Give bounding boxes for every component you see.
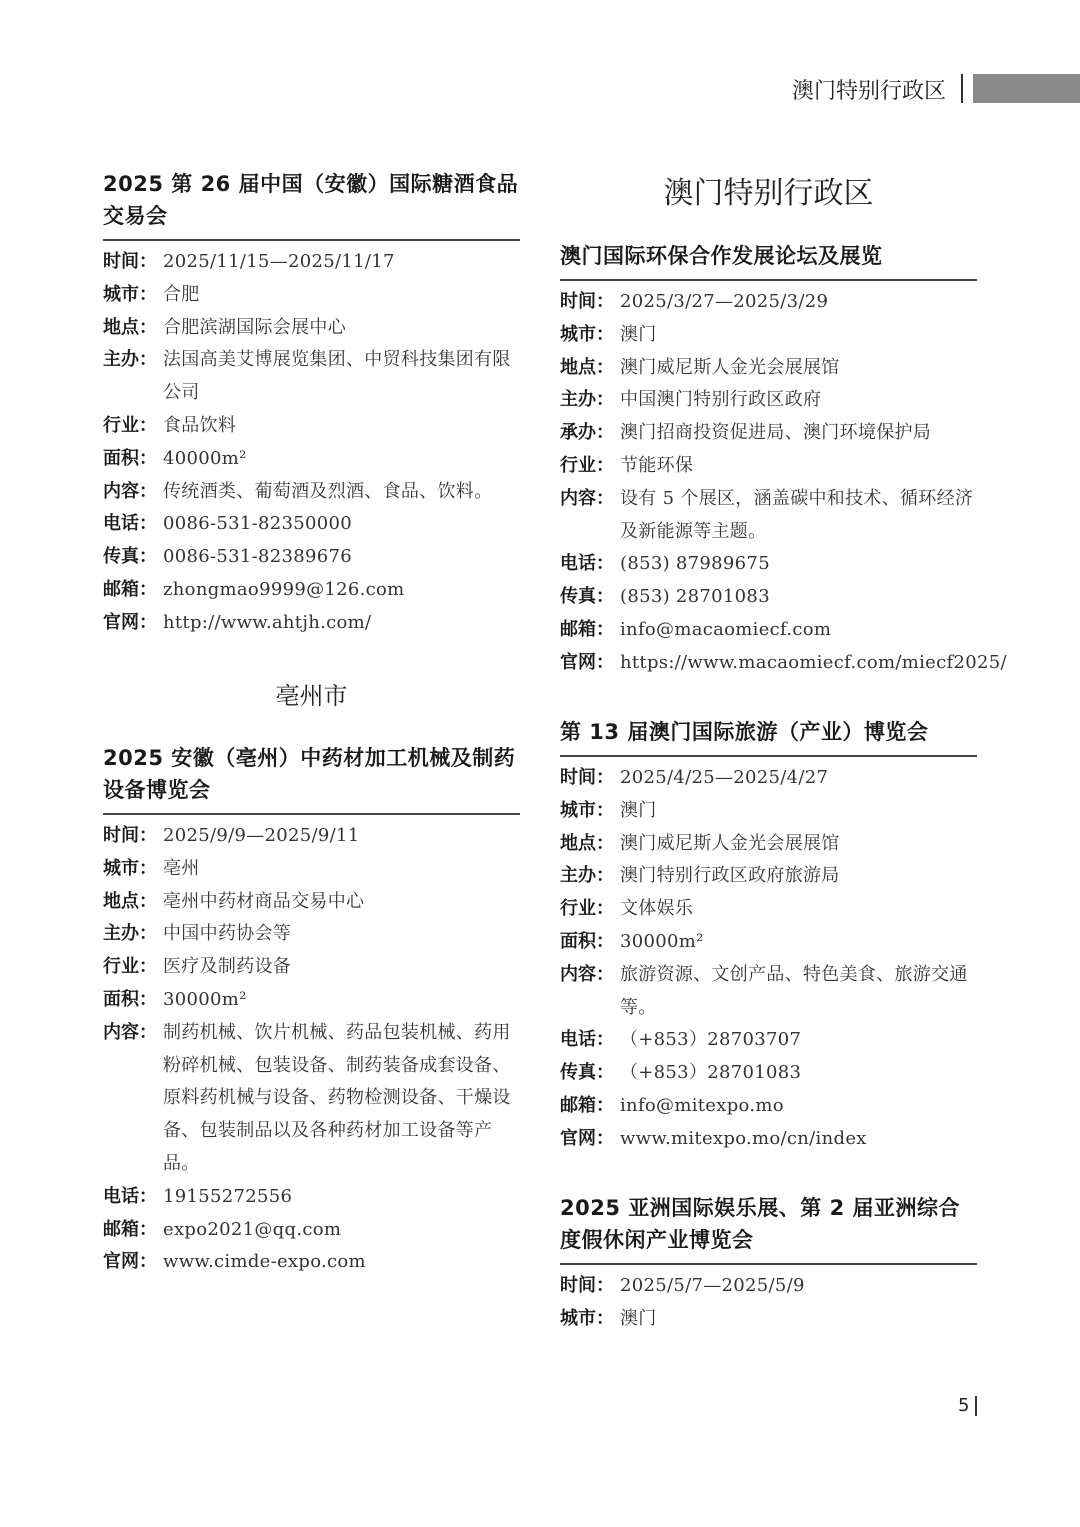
detail-label: 面积： xyxy=(560,930,614,952)
detail-row xyxy=(560,926,977,959)
detail-row xyxy=(103,344,520,410)
detail-value: 澳门 xyxy=(620,799,657,821)
detail-label: 时间： xyxy=(560,1275,614,1296)
detail-value: www.mitexpo.mo/cn/index xyxy=(620,1127,867,1149)
detail-label: 传真： xyxy=(103,546,157,568)
detail-label: 官网： xyxy=(560,651,614,673)
detail-label: 城市： xyxy=(560,323,614,345)
detail-label: 城市： xyxy=(560,799,614,821)
detail-value: www.cimde-expo.com xyxy=(163,1251,366,1273)
detail-row xyxy=(103,443,520,476)
event-title: 2025 安徽（亳州）中药材加工机械及制药设备博览会 xyxy=(103,742,520,815)
detail-label: 电话： xyxy=(560,1029,614,1051)
detail-value: 澳门 xyxy=(620,323,657,345)
detail-label: 时间： xyxy=(560,767,614,788)
detail-label: 城市： xyxy=(103,283,157,305)
detail-value: 30000m² xyxy=(620,930,704,952)
detail-value: 中国澳门特别行政区政府 xyxy=(620,389,822,411)
detail-row xyxy=(560,860,977,893)
detail-row xyxy=(560,319,977,352)
detail-value: 设有 5 个展区，涵盖碳中和技术、循环经济及新能源等主题。 xyxy=(620,487,974,542)
detail-label: 行业： xyxy=(560,454,614,476)
detail-row xyxy=(103,886,520,919)
event-details xyxy=(103,246,520,640)
detail-label: 主办： xyxy=(560,389,614,411)
event-title: 2025 第 26 届中国（安徽）国际糖酒食品交易会 xyxy=(103,168,520,241)
detail-value: 制药机械、饮片机械、药品包装机械、药用粉碎机械、包装设备、制药装备成套设备、原料药机械与设备、药物检测设备、干燥设备、包装制品以及各种药材加工设备等产品。 xyxy=(163,1021,511,1174)
detail-row xyxy=(560,1090,977,1123)
detail-label: 行业： xyxy=(103,414,157,436)
detail-row xyxy=(560,828,977,861)
detail-row xyxy=(560,1303,977,1336)
detail-value: 亳州 xyxy=(163,857,200,879)
detail-value: expo2021@qq.com xyxy=(163,1218,342,1240)
detail-value: 文体娱乐 xyxy=(620,898,694,920)
detail-label: 邮箱： xyxy=(103,578,157,600)
detail-label: 内容： xyxy=(103,480,157,502)
event-details xyxy=(560,1270,977,1336)
detail-label: 邮箱： xyxy=(560,618,614,640)
detail-label: 邮箱： xyxy=(560,1094,614,1116)
detail-value: （+853）28701083 xyxy=(620,1062,802,1084)
detail-value: 亳州中药材商品交易中心 xyxy=(163,890,365,912)
detail-label: 地点： xyxy=(103,316,157,338)
event-block xyxy=(560,716,977,1156)
detail-row xyxy=(560,417,977,450)
detail-row xyxy=(560,1123,977,1156)
detail-row xyxy=(103,508,520,541)
detail-label: 主办： xyxy=(103,923,157,945)
detail-value: 19155272556 xyxy=(163,1185,293,1207)
detail-label: 官网： xyxy=(103,611,157,633)
detail-label: 承办： xyxy=(560,422,614,444)
detail-value: 2025/3/27—2025/3/29 xyxy=(620,291,829,312)
detail-row xyxy=(103,574,520,607)
region-heading: 澳门特别行政区 xyxy=(663,176,874,211)
detail-label: 城市： xyxy=(103,857,157,879)
event-title: 2025 亚洲国际娱乐展、第 2 届亚洲综合度假休闲产业博览会 xyxy=(560,1192,977,1265)
detail-label: 电话： xyxy=(103,513,157,535)
detail-row xyxy=(560,450,977,483)
detail-label: 地点： xyxy=(103,890,157,912)
detail-value: https://www.macaomiecf.com/miecf2025/ xyxy=(620,651,1007,673)
event-details xyxy=(560,286,1007,680)
detail-label: 地点： xyxy=(560,356,614,378)
detail-value: info@macaomiecf.com xyxy=(620,618,832,640)
page-number: 5 xyxy=(958,1395,970,1416)
detail-row xyxy=(103,279,520,312)
event-block xyxy=(560,1192,977,1336)
detail-value: 传统酒类、葡萄酒及烈酒、食品、饮料。 xyxy=(163,480,493,502)
detail-value: (853) 28701083 xyxy=(620,586,770,608)
detail-row xyxy=(560,795,977,828)
detail-value: 2025/11/15—2025/11/17 xyxy=(163,251,395,272)
detail-value: 0086-531-82350000 xyxy=(163,513,353,535)
detail-value: 2025/4/25—2025/4/27 xyxy=(620,767,829,788)
detail-row xyxy=(103,312,520,345)
detail-value: 澳门特别行政区政府旅游局 xyxy=(620,865,840,887)
detail-label: 面积： xyxy=(103,988,157,1010)
detail-value: 澳门威尼斯人金光会展展馆 xyxy=(620,356,840,378)
region-heading: 亳州市 xyxy=(275,682,348,710)
detail-label: 地点： xyxy=(560,832,614,854)
event-block xyxy=(103,742,520,1279)
detail-value: 法国高美艾博展览集团、中贸科技集团有限公司 xyxy=(163,349,511,404)
detail-value: 节能环保 xyxy=(620,454,694,476)
detail-value: 合肥 xyxy=(163,283,200,305)
detail-row xyxy=(560,352,977,385)
detail-value: info@mitexpo.mo xyxy=(620,1094,784,1116)
detail-row xyxy=(103,246,520,279)
header-divider xyxy=(961,74,963,103)
detail-label: 主办： xyxy=(103,349,157,371)
detail-row xyxy=(560,1057,977,1090)
detail-label: 行业： xyxy=(103,956,157,978)
event-details xyxy=(560,762,977,1156)
detail-label: 传真： xyxy=(560,1062,614,1084)
detail-row xyxy=(560,581,977,614)
detail-value: 0086-531-82389676 xyxy=(163,546,353,568)
detail-row xyxy=(560,286,977,319)
detail-value: 2025/5/7—2025/5/9 xyxy=(620,1275,805,1296)
detail-value: 中国中药协会等 xyxy=(163,923,292,945)
detail-row xyxy=(103,853,520,886)
detail-row xyxy=(560,1270,977,1303)
detail-value: 澳门威尼斯人金光会展展馆 xyxy=(620,832,840,854)
detail-row xyxy=(103,476,520,509)
detail-label: 内容： xyxy=(560,963,614,985)
detail-row xyxy=(103,607,520,640)
detail-row xyxy=(103,951,520,984)
detail-row xyxy=(103,541,520,574)
detail-row xyxy=(560,614,977,647)
event-block xyxy=(103,168,520,640)
event-block xyxy=(560,240,1007,680)
detail-label: 邮箱： xyxy=(103,1218,157,1240)
detail-row xyxy=(560,1024,977,1057)
detail-row xyxy=(103,820,520,853)
detail-value: (853) 87989675 xyxy=(620,553,770,575)
detail-label: 时间： xyxy=(560,291,614,312)
page-number-divider xyxy=(975,1396,977,1416)
detail-value: http://www.ahtjh.com/ xyxy=(163,611,372,633)
detail-value: 旅游资源、文创产品、特色美食、旅游交通等。 xyxy=(620,963,968,1018)
detail-label: 电话： xyxy=(103,1185,157,1207)
detail-row xyxy=(103,1246,520,1279)
detail-value: 2025/9/9—2025/9/11 xyxy=(163,825,360,846)
detail-row xyxy=(560,548,977,581)
detail-value: 澳门 xyxy=(620,1307,657,1329)
detail-row xyxy=(103,1181,520,1214)
detail-label: 主办： xyxy=(560,865,614,887)
detail-row xyxy=(103,410,520,443)
detail-row xyxy=(103,984,520,1017)
detail-row xyxy=(103,1214,520,1247)
detail-value: 40000m² xyxy=(163,447,247,469)
detail-label: 面积： xyxy=(103,447,157,469)
detail-value: 食品饮料 xyxy=(163,414,237,436)
detail-row xyxy=(560,959,977,1025)
detail-value: （+853）28703707 xyxy=(620,1029,802,1051)
detail-value: 30000m² xyxy=(163,988,247,1010)
detail-row xyxy=(560,893,977,926)
detail-row xyxy=(103,918,520,951)
event-title: 第 13 届澳门国际旅游（产业）博览会 xyxy=(560,716,977,757)
detail-label: 时间： xyxy=(103,825,157,846)
detail-label: 时间： xyxy=(103,251,157,272)
detail-row xyxy=(560,483,977,549)
detail-row xyxy=(103,1017,520,1181)
detail-label: 官网： xyxy=(560,1127,614,1149)
detail-label: 内容： xyxy=(560,487,614,509)
detail-label: 内容： xyxy=(103,1021,157,1043)
detail-label: 电话： xyxy=(560,553,614,575)
detail-row xyxy=(560,762,977,795)
detail-value: 医疗及制药设备 xyxy=(163,956,292,978)
header-tab-block xyxy=(973,74,1080,103)
detail-value: 合肥滨湖国际会展中心 xyxy=(163,316,346,338)
detail-label: 行业： xyxy=(560,898,614,920)
detail-label: 传真： xyxy=(560,586,614,608)
detail-value: zhongmao9999@126.com xyxy=(163,578,405,600)
detail-label: 城市： xyxy=(560,1307,614,1329)
detail-row xyxy=(560,384,977,417)
event-title: 澳门国际环保合作发展论坛及展览 xyxy=(560,240,977,281)
detail-row xyxy=(560,647,1007,680)
detail-value: 澳门招商投资促进局、澳门环境保护局 xyxy=(620,422,932,444)
event-details xyxy=(103,820,520,1279)
detail-label: 官网： xyxy=(103,1251,157,1273)
running-header-title: 澳门特别行政区 xyxy=(791,79,946,104)
